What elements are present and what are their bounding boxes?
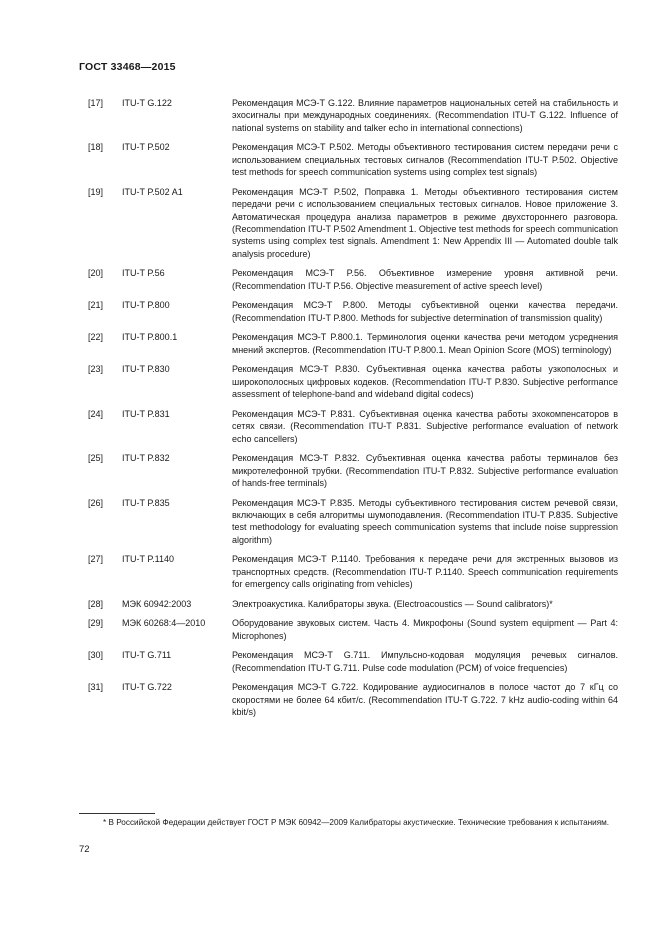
reference-number: [28] bbox=[88, 598, 104, 609]
reference-number: [31] bbox=[88, 682, 104, 693]
reference-entry bbox=[88, 598, 618, 610]
reference-code: ITU-T P.800.1 bbox=[122, 332, 178, 343]
reference-code: ITU-T P.1140 bbox=[122, 554, 175, 565]
reference-entry bbox=[88, 649, 618, 674]
reference-description: Рекомендация МСЭ-Т P.502. Методы объективного тестирования систем передачи речи с использованием специальных тестовых сигналов (Recommendation ITU-T P.502. Objective test methods for speech communication systems using complex test signals) bbox=[232, 142, 618, 178]
reference-description: Рекомендация МСЭ-Т P.800. Методы субъективной оценки качества передачи. (Recommendation ITU-T P.800. Methods for subjective determination of transmission quality) bbox=[232, 300, 618, 323]
reference-code: ITU-T P.56 bbox=[122, 268, 165, 279]
reference-entry bbox=[88, 299, 618, 324]
reference-description: Рекомендация МСЭ-Т G.122. Влияние параметров национальных сетей на стабильность и эхосигналы при международных соединениях. (Recommendation ITU-T G.122. Influence of national systems on stability and talker echo in international connections) bbox=[232, 98, 618, 133]
reference-number: [18] bbox=[88, 142, 104, 153]
reference-entry bbox=[88, 497, 618, 547]
reference-code: ITU-T P.502 bbox=[122, 142, 170, 153]
reference-number: [30] bbox=[88, 650, 104, 661]
reference-number: [25] bbox=[88, 453, 104, 464]
reference-number: [23] bbox=[88, 364, 104, 375]
reference-code: ITU-T G.722 bbox=[122, 682, 172, 693]
reference-number: [27] bbox=[88, 554, 104, 565]
reference-description: Рекомендация МСЭ-Т P.831. Субъективная оценка качества работы эхокомпенсаторов в сетях связи. (Recommendation ITU-T P.831. Subjective performance evaluation of network echo cancellers) bbox=[232, 408, 618, 444]
reference-description: Рекомендация МСЭ-Т P.56. Объективное измерение уровня активной речи. (Recommendation ITU-T P.56. Objective measurement of active speech level) bbox=[232, 268, 618, 291]
reference-entry bbox=[88, 452, 618, 489]
reference-code: МЭК 60268:4—2010 bbox=[122, 618, 206, 629]
reference-entry bbox=[88, 363, 618, 400]
reference-entry bbox=[88, 97, 618, 134]
reference-number: [20] bbox=[88, 268, 104, 279]
reference-entry bbox=[88, 141, 618, 178]
reference-code: ITU-T G.711 bbox=[122, 650, 172, 661]
reference-description: Рекомендация МСЭ-Т P.1140. Требования к передаче речи для экстренных вызовов из транспортных средств. (Recommendation ITU-T P.1140. Speech communication requirements for emergency calls originating from vehicles) bbox=[232, 554, 618, 590]
reference-number: [26] bbox=[88, 497, 104, 508]
reference-description: Рекомендация МСЭ-Т P.502, Поправка 1. Методы объективного тестирования систем передачи речи с использованием специальных тестовых сигналов. Новое приложение 3. Автоматическая процедура анализа параметров в режиме двухстороннего разговора. (Recommendation ITU-T P.502 Amendment 1. Objective test methods for speech communication systems using complex test signals. Amendment 1: New Appendix III — Automated double talk analysis procedure) bbox=[232, 186, 618, 259]
reference-code: ITU-T P.831 bbox=[122, 408, 170, 419]
reference-entry bbox=[88, 408, 618, 445]
document-header: ГОСТ 33468—2015 bbox=[79, 61, 176, 73]
reference-entry bbox=[88, 553, 618, 590]
reference-code: ITU-T P.832 bbox=[122, 453, 170, 464]
reference-number: [22] bbox=[88, 332, 104, 343]
reference-entry bbox=[88, 617, 618, 642]
reference-entry bbox=[88, 267, 618, 292]
reference-description: Рекомендация МСЭ-Т P.835. Методы субъективного тестирования систем речевой связи, включающих в себя алгоритмы шумоподавления. (Recommendation ITU-T P.835. Subjective test methodology for evaluating speech communication systems that include noise suppression algorithm) bbox=[232, 497, 618, 545]
reference-code: МЭК 60942:2003 bbox=[122, 598, 192, 609]
reference-entry bbox=[88, 186, 618, 260]
reference-description: Электроакустика. Калибраторы звука. (Electroacoustics — Sound calibrators)* bbox=[232, 598, 553, 609]
reference-entry bbox=[88, 331, 618, 356]
reference-entry bbox=[88, 681, 618, 718]
footnote: * В Российской Федерации действует ГОСТ Р МЭК 60942—2009 Калибраторы акустические. Технические требования к испытаниям. bbox=[103, 818, 610, 827]
reference-description: Оборудование звуковых систем. Часть 4. Микрофоны (Sound system equipment — Part 4: Microphones) bbox=[232, 618, 618, 641]
reference-number: [29] bbox=[88, 618, 104, 629]
reference-number: [17] bbox=[88, 98, 104, 108]
reference-list bbox=[88, 97, 618, 726]
reference-number: [19] bbox=[88, 186, 104, 197]
reference-code: ITU-T P.835 bbox=[122, 497, 170, 508]
reference-number: [24] bbox=[88, 408, 104, 419]
reference-code: ITU-T P.800 bbox=[122, 300, 170, 311]
reference-description: Рекомендация МСЭ-Т P.800.1. Терминология оценки качества речи методом усреднения мнений экспертов. (Recommendation ITU-T P.800.1. Mean Opinion Score (MOS) terminology) bbox=[232, 332, 618, 355]
reference-description: Рекомендация МСЭ-Т P.830. Субъективная оценка качества работы узкополосных и широкополосных цифровых кодеков. (Recommendation ITU-T P.830. Subjective performance assessment of telephone-band and wideband digital codecs) bbox=[232, 364, 618, 400]
page-number: 72 bbox=[79, 844, 90, 855]
reference-code: ITU-T G.122 bbox=[122, 98, 172, 108]
reference-code: ITU-T P.502 A1 bbox=[122, 186, 183, 197]
reference-description: Рекомендация МСЭ-Т G.711. Импульсно-кодовая модуляция речевых сигналов. (Recommendation ITU-T G.711. Pulse code modulation (PCM) of voice frequencies) bbox=[232, 650, 618, 673]
reference-description: Рекомендация МСЭ-Т P.832. Субъективная оценка качества работы терминалов без микротелефонной трубки. (Recommendation ITU-T P.832. Subjective performance evaluation of hands-free terminals) bbox=[232, 453, 618, 489]
footnote-divider bbox=[79, 813, 155, 814]
reference-code: ITU-T P.830 bbox=[122, 364, 170, 375]
reference-description: Рекомендация МСЭ-Т G.722. Кодирование аудиосигналов в полосе частот до 7 кГц со скоростями не более 64 кбит/с. (Recommendation ITU-T G.722. 7 kHz audio-coding within 64 kbit/s) bbox=[232, 682, 618, 718]
reference-number: [21] bbox=[88, 300, 104, 311]
